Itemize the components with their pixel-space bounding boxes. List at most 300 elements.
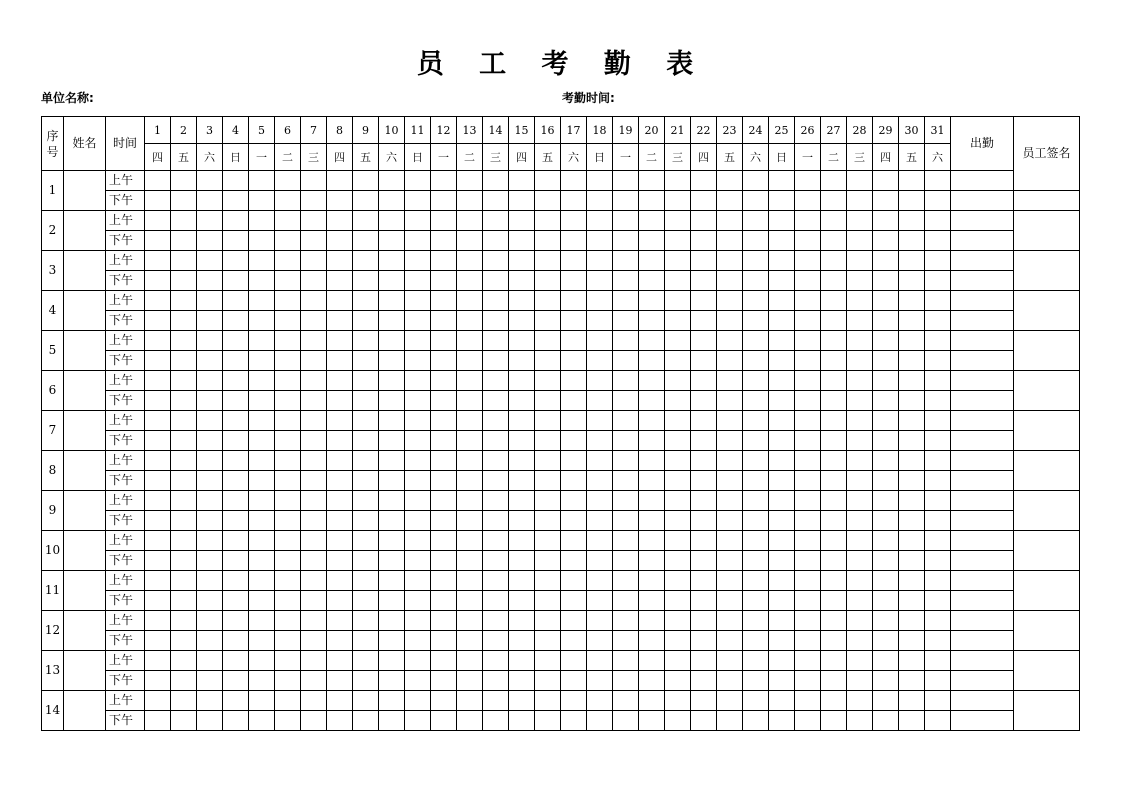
day-cell[interactable] <box>847 291 873 311</box>
day-cell[interactable] <box>535 331 561 351</box>
day-cell[interactable] <box>717 251 743 271</box>
day-cell[interactable] <box>717 471 743 491</box>
day-cell[interactable] <box>717 311 743 331</box>
day-cell[interactable] <box>405 411 431 431</box>
day-cell[interactable] <box>405 231 431 251</box>
day-cell[interactable] <box>769 531 795 551</box>
day-cell[interactable] <box>197 711 223 731</box>
signature-cell[interactable] <box>1014 451 1080 491</box>
day-cell[interactable] <box>171 351 197 371</box>
day-cell[interactable] <box>379 471 405 491</box>
name-cell[interactable] <box>64 411 106 451</box>
day-cell[interactable] <box>925 471 951 491</box>
day-cell[interactable] <box>483 231 509 251</box>
day-cell[interactable] <box>873 411 899 431</box>
day-cell[interactable] <box>327 291 353 311</box>
day-cell[interactable] <box>405 291 431 311</box>
day-cell[interactable] <box>587 411 613 431</box>
day-cell[interactable] <box>613 691 639 711</box>
day-cell[interactable] <box>717 231 743 251</box>
day-cell[interactable] <box>665 351 691 371</box>
day-cell[interactable] <box>847 331 873 351</box>
day-cell[interactable] <box>457 631 483 651</box>
day-cell[interactable] <box>353 451 379 471</box>
day-cell[interactable] <box>405 331 431 351</box>
attendance-cell[interactable] <box>951 611 1014 631</box>
day-cell[interactable] <box>327 251 353 271</box>
day-cell[interactable] <box>613 171 639 191</box>
signature-cell[interactable] <box>1014 611 1080 651</box>
day-cell[interactable] <box>535 491 561 511</box>
day-cell[interactable] <box>509 711 535 731</box>
day-cell[interactable] <box>769 491 795 511</box>
day-cell[interactable] <box>873 291 899 311</box>
day-cell[interactable] <box>795 271 821 291</box>
day-cell[interactable] <box>743 511 769 531</box>
day-cell[interactable] <box>821 511 847 531</box>
day-cell[interactable] <box>561 331 587 351</box>
day-cell[interactable] <box>353 491 379 511</box>
day-cell[interactable] <box>769 691 795 711</box>
day-cell[interactable] <box>665 251 691 271</box>
day-cell[interactable] <box>535 691 561 711</box>
day-cell[interactable] <box>405 191 431 211</box>
day-cell[interactable] <box>301 591 327 611</box>
name-cell[interactable] <box>64 651 106 691</box>
day-cell[interactable] <box>535 711 561 731</box>
day-cell[interactable] <box>223 571 249 591</box>
day-cell[interactable] <box>873 571 899 591</box>
day-cell[interactable] <box>899 611 925 631</box>
day-cell[interactable] <box>405 431 431 451</box>
day-cell[interactable] <box>379 591 405 611</box>
day-cell[interactable] <box>223 431 249 451</box>
day-cell[interactable] <box>223 471 249 491</box>
day-cell[interactable] <box>847 451 873 471</box>
day-cell[interactable] <box>535 391 561 411</box>
day-cell[interactable] <box>847 211 873 231</box>
day-cell[interactable] <box>587 611 613 631</box>
day-cell[interactable] <box>717 171 743 191</box>
day-cell[interactable] <box>587 351 613 371</box>
day-cell[interactable] <box>769 551 795 571</box>
day-cell[interactable] <box>821 451 847 471</box>
day-cell[interactable] <box>639 331 665 351</box>
day-cell[interactable] <box>379 651 405 671</box>
day-cell[interactable] <box>223 311 249 331</box>
day-cell[interactable] <box>613 651 639 671</box>
day-cell[interactable] <box>457 671 483 691</box>
day-cell[interactable] <box>223 591 249 611</box>
day-cell[interactable] <box>353 551 379 571</box>
day-cell[interactable] <box>249 251 275 271</box>
day-cell[interactable] <box>509 571 535 591</box>
day-cell[interactable] <box>353 271 379 291</box>
day-cell[interactable] <box>171 271 197 291</box>
signature-cell[interactable] <box>1014 571 1080 611</box>
day-cell[interactable] <box>379 291 405 311</box>
day-cell[interactable] <box>587 511 613 531</box>
day-cell[interactable] <box>509 671 535 691</box>
day-cell[interactable] <box>925 511 951 531</box>
day-cell[interactable] <box>925 611 951 631</box>
day-cell[interactable] <box>483 531 509 551</box>
day-cell[interactable] <box>717 611 743 631</box>
day-cell[interactable] <box>509 451 535 471</box>
day-cell[interactable] <box>457 271 483 291</box>
day-cell[interactable] <box>457 651 483 671</box>
day-cell[interactable] <box>483 171 509 191</box>
day-cell[interactable] <box>431 351 457 371</box>
day-cell[interactable] <box>613 231 639 251</box>
day-cell[interactable] <box>145 491 171 511</box>
day-cell[interactable] <box>821 171 847 191</box>
day-cell[interactable] <box>717 671 743 691</box>
day-cell[interactable] <box>457 251 483 271</box>
day-cell[interactable] <box>145 691 171 711</box>
attendance-cell[interactable] <box>951 571 1014 591</box>
day-cell[interactable] <box>249 351 275 371</box>
day-cell[interactable] <box>275 671 301 691</box>
attendance-cell[interactable] <box>951 471 1014 491</box>
day-cell[interactable] <box>171 491 197 511</box>
day-cell[interactable] <box>561 191 587 211</box>
day-cell[interactable] <box>795 511 821 531</box>
day-cell[interactable] <box>535 291 561 311</box>
day-cell[interactable] <box>561 611 587 631</box>
day-cell[interactable] <box>405 211 431 231</box>
day-cell[interactable] <box>197 311 223 331</box>
day-cell[interactable] <box>197 171 223 191</box>
day-cell[interactable] <box>509 471 535 491</box>
day-cell[interactable] <box>405 371 431 391</box>
day-cell[interactable] <box>353 391 379 411</box>
day-cell[interactable] <box>431 411 457 431</box>
day-cell[interactable] <box>509 331 535 351</box>
day-cell[interactable] <box>145 711 171 731</box>
day-cell[interactable] <box>795 531 821 551</box>
day-cell[interactable] <box>795 591 821 611</box>
day-cell[interactable] <box>327 211 353 231</box>
day-cell[interactable] <box>275 471 301 491</box>
day-cell[interactable] <box>899 371 925 391</box>
attendance-cell[interactable] <box>951 311 1014 331</box>
day-cell[interactable] <box>561 291 587 311</box>
day-cell[interactable] <box>249 571 275 591</box>
day-cell[interactable] <box>899 231 925 251</box>
day-cell[interactable] <box>353 511 379 531</box>
day-cell[interactable] <box>249 191 275 211</box>
day-cell[interactable] <box>587 671 613 691</box>
day-cell[interactable] <box>145 291 171 311</box>
day-cell[interactable] <box>483 691 509 711</box>
day-cell[interactable] <box>587 251 613 271</box>
day-cell[interactable] <box>665 311 691 331</box>
day-cell[interactable] <box>353 631 379 651</box>
day-cell[interactable] <box>171 251 197 271</box>
day-cell[interactable] <box>821 631 847 651</box>
day-cell[interactable] <box>353 211 379 231</box>
attendance-cell[interactable] <box>951 711 1014 731</box>
day-cell[interactable] <box>301 711 327 731</box>
day-cell[interactable] <box>171 571 197 591</box>
day-cell[interactable] <box>223 331 249 351</box>
signature-cell[interactable] <box>1014 491 1080 531</box>
day-cell[interactable] <box>925 331 951 351</box>
day-cell[interactable] <box>301 531 327 551</box>
day-cell[interactable] <box>795 711 821 731</box>
day-cell[interactable] <box>743 251 769 271</box>
day-cell[interactable] <box>431 631 457 651</box>
day-cell[interactable] <box>223 691 249 711</box>
day-cell[interactable] <box>171 211 197 231</box>
day-cell[interactable] <box>795 191 821 211</box>
day-cell[interactable] <box>197 591 223 611</box>
day-cell[interactable] <box>249 451 275 471</box>
day-cell[interactable] <box>561 411 587 431</box>
day-cell[interactable] <box>561 671 587 691</box>
day-cell[interactable] <box>197 651 223 671</box>
day-cell[interactable] <box>821 371 847 391</box>
day-cell[interactable] <box>899 411 925 431</box>
day-cell[interactable] <box>275 411 301 431</box>
day-cell[interactable] <box>639 591 665 611</box>
day-cell[interactable] <box>639 291 665 311</box>
day-cell[interactable] <box>145 591 171 611</box>
day-cell[interactable] <box>327 391 353 411</box>
day-cell[interactable] <box>431 231 457 251</box>
day-cell[interactable] <box>301 271 327 291</box>
day-cell[interactable] <box>145 331 171 351</box>
day-cell[interactable] <box>431 711 457 731</box>
day-cell[interactable] <box>353 691 379 711</box>
day-cell[interactable] <box>535 451 561 471</box>
day-cell[interactable] <box>847 411 873 431</box>
day-cell[interactable] <box>483 371 509 391</box>
day-cell[interactable] <box>171 451 197 471</box>
day-cell[interactable] <box>561 591 587 611</box>
day-cell[interactable] <box>275 651 301 671</box>
day-cell[interactable] <box>821 231 847 251</box>
day-cell[interactable] <box>665 471 691 491</box>
day-cell[interactable] <box>197 331 223 351</box>
day-cell[interactable] <box>483 631 509 651</box>
day-cell[interactable] <box>769 331 795 351</box>
day-cell[interactable] <box>249 511 275 531</box>
day-cell[interactable] <box>873 591 899 611</box>
day-cell[interactable] <box>457 611 483 631</box>
day-cell[interactable] <box>223 291 249 311</box>
day-cell[interactable] <box>873 471 899 491</box>
day-cell[interactable] <box>925 531 951 551</box>
day-cell[interactable] <box>665 411 691 431</box>
day-cell[interactable] <box>925 651 951 671</box>
day-cell[interactable] <box>691 271 717 291</box>
day-cell[interactable] <box>899 271 925 291</box>
day-cell[interactable] <box>613 551 639 571</box>
day-cell[interactable] <box>197 631 223 651</box>
day-cell[interactable] <box>587 691 613 711</box>
attendance-cell[interactable] <box>951 511 1014 531</box>
day-cell[interactable] <box>743 271 769 291</box>
day-cell[interactable] <box>223 411 249 431</box>
day-cell[interactable] <box>535 531 561 551</box>
day-cell[interactable] <box>795 551 821 571</box>
day-cell[interactable] <box>431 191 457 211</box>
day-cell[interactable] <box>899 511 925 531</box>
day-cell[interactable] <box>301 431 327 451</box>
day-cell[interactable] <box>717 591 743 611</box>
day-cell[interactable] <box>275 491 301 511</box>
day-cell[interactable] <box>795 691 821 711</box>
attendance-cell[interactable] <box>951 591 1014 611</box>
day-cell[interactable] <box>483 191 509 211</box>
day-cell[interactable] <box>457 591 483 611</box>
name-cell[interactable] <box>64 371 106 411</box>
day-cell[interactable] <box>613 191 639 211</box>
day-cell[interactable] <box>717 711 743 731</box>
day-cell[interactable] <box>821 311 847 331</box>
day-cell[interactable] <box>509 231 535 251</box>
day-cell[interactable] <box>509 351 535 371</box>
day-cell[interactable] <box>457 191 483 211</box>
day-cell[interactable] <box>665 651 691 671</box>
day-cell[interactable] <box>379 711 405 731</box>
day-cell[interactable] <box>483 671 509 691</box>
day-cell[interactable] <box>509 591 535 611</box>
day-cell[interactable] <box>899 391 925 411</box>
day-cell[interactable] <box>171 691 197 711</box>
day-cell[interactable] <box>873 171 899 191</box>
day-cell[interactable] <box>847 711 873 731</box>
day-cell[interactable] <box>769 431 795 451</box>
day-cell[interactable] <box>275 171 301 191</box>
day-cell[interactable] <box>145 631 171 651</box>
day-cell[interactable] <box>535 651 561 671</box>
day-cell[interactable] <box>925 411 951 431</box>
day-cell[interactable] <box>327 611 353 631</box>
day-cell[interactable] <box>483 651 509 671</box>
day-cell[interactable] <box>899 291 925 311</box>
day-cell[interactable] <box>925 311 951 331</box>
day-cell[interactable] <box>353 531 379 551</box>
day-cell[interactable] <box>925 351 951 371</box>
day-cell[interactable] <box>457 311 483 331</box>
day-cell[interactable] <box>223 491 249 511</box>
day-cell[interactable] <box>769 591 795 611</box>
day-cell[interactable] <box>717 631 743 651</box>
day-cell[interactable] <box>691 591 717 611</box>
day-cell[interactable] <box>223 651 249 671</box>
day-cell[interactable] <box>431 331 457 351</box>
day-cell[interactable] <box>717 411 743 431</box>
day-cell[interactable] <box>197 411 223 431</box>
day-cell[interactable] <box>795 311 821 331</box>
day-cell[interactable] <box>457 391 483 411</box>
day-cell[interactable] <box>847 531 873 551</box>
day-cell[interactable] <box>587 471 613 491</box>
attendance-cell[interactable] <box>951 271 1014 291</box>
day-cell[interactable] <box>821 531 847 551</box>
day-cell[interactable] <box>483 311 509 331</box>
day-cell[interactable] <box>275 231 301 251</box>
day-cell[interactable] <box>665 711 691 731</box>
day-cell[interactable] <box>145 351 171 371</box>
day-cell[interactable] <box>587 371 613 391</box>
day-cell[interactable] <box>691 511 717 531</box>
day-cell[interactable] <box>769 571 795 591</box>
day-cell[interactable] <box>327 571 353 591</box>
day-cell[interactable] <box>249 391 275 411</box>
day-cell[interactable] <box>223 671 249 691</box>
day-cell[interactable] <box>899 571 925 591</box>
day-cell[interactable] <box>639 631 665 651</box>
day-cell[interactable] <box>353 651 379 671</box>
day-cell[interactable] <box>873 371 899 391</box>
attendance-cell[interactable] <box>951 371 1014 391</box>
day-cell[interactable] <box>509 631 535 651</box>
day-cell[interactable] <box>535 171 561 191</box>
name-cell[interactable] <box>64 211 106 251</box>
day-cell[interactable] <box>665 491 691 511</box>
day-cell[interactable] <box>171 591 197 611</box>
day-cell[interactable] <box>301 491 327 511</box>
day-cell[interactable] <box>327 171 353 191</box>
day-cell[interactable] <box>899 631 925 651</box>
day-cell[interactable] <box>587 431 613 451</box>
day-cell[interactable] <box>405 611 431 631</box>
day-cell[interactable] <box>405 651 431 671</box>
day-cell[interactable] <box>821 711 847 731</box>
day-cell[interactable] <box>873 271 899 291</box>
day-cell[interactable] <box>795 391 821 411</box>
day-cell[interactable] <box>691 311 717 331</box>
signature-cell[interactable] <box>1014 651 1080 691</box>
day-cell[interactable] <box>327 531 353 551</box>
day-cell[interactable] <box>145 251 171 271</box>
day-cell[interactable] <box>613 711 639 731</box>
day-cell[interactable] <box>197 431 223 451</box>
day-cell[interactable] <box>275 691 301 711</box>
day-cell[interactable] <box>431 211 457 231</box>
day-cell[interactable] <box>457 571 483 591</box>
day-cell[interactable] <box>639 311 665 331</box>
day-cell[interactable] <box>665 431 691 451</box>
day-cell[interactable] <box>873 651 899 671</box>
day-cell[interactable] <box>691 211 717 231</box>
day-cell[interactable] <box>925 691 951 711</box>
day-cell[interactable] <box>353 371 379 391</box>
day-cell[interactable] <box>587 291 613 311</box>
day-cell[interactable] <box>197 691 223 711</box>
day-cell[interactable] <box>353 351 379 371</box>
day-cell[interactable] <box>873 551 899 571</box>
day-cell[interactable] <box>535 611 561 631</box>
day-cell[interactable] <box>483 331 509 351</box>
day-cell[interactable] <box>197 571 223 591</box>
day-cell[interactable] <box>353 191 379 211</box>
day-cell[interactable] <box>353 251 379 271</box>
day-cell[interactable] <box>457 491 483 511</box>
day-cell[interactable] <box>847 671 873 691</box>
name-cell[interactable] <box>64 531 106 571</box>
day-cell[interactable] <box>145 171 171 191</box>
day-cell[interactable] <box>561 231 587 251</box>
day-cell[interactable] <box>483 571 509 591</box>
day-cell[interactable] <box>691 291 717 311</box>
day-cell[interactable] <box>483 451 509 471</box>
day-cell[interactable] <box>457 211 483 231</box>
